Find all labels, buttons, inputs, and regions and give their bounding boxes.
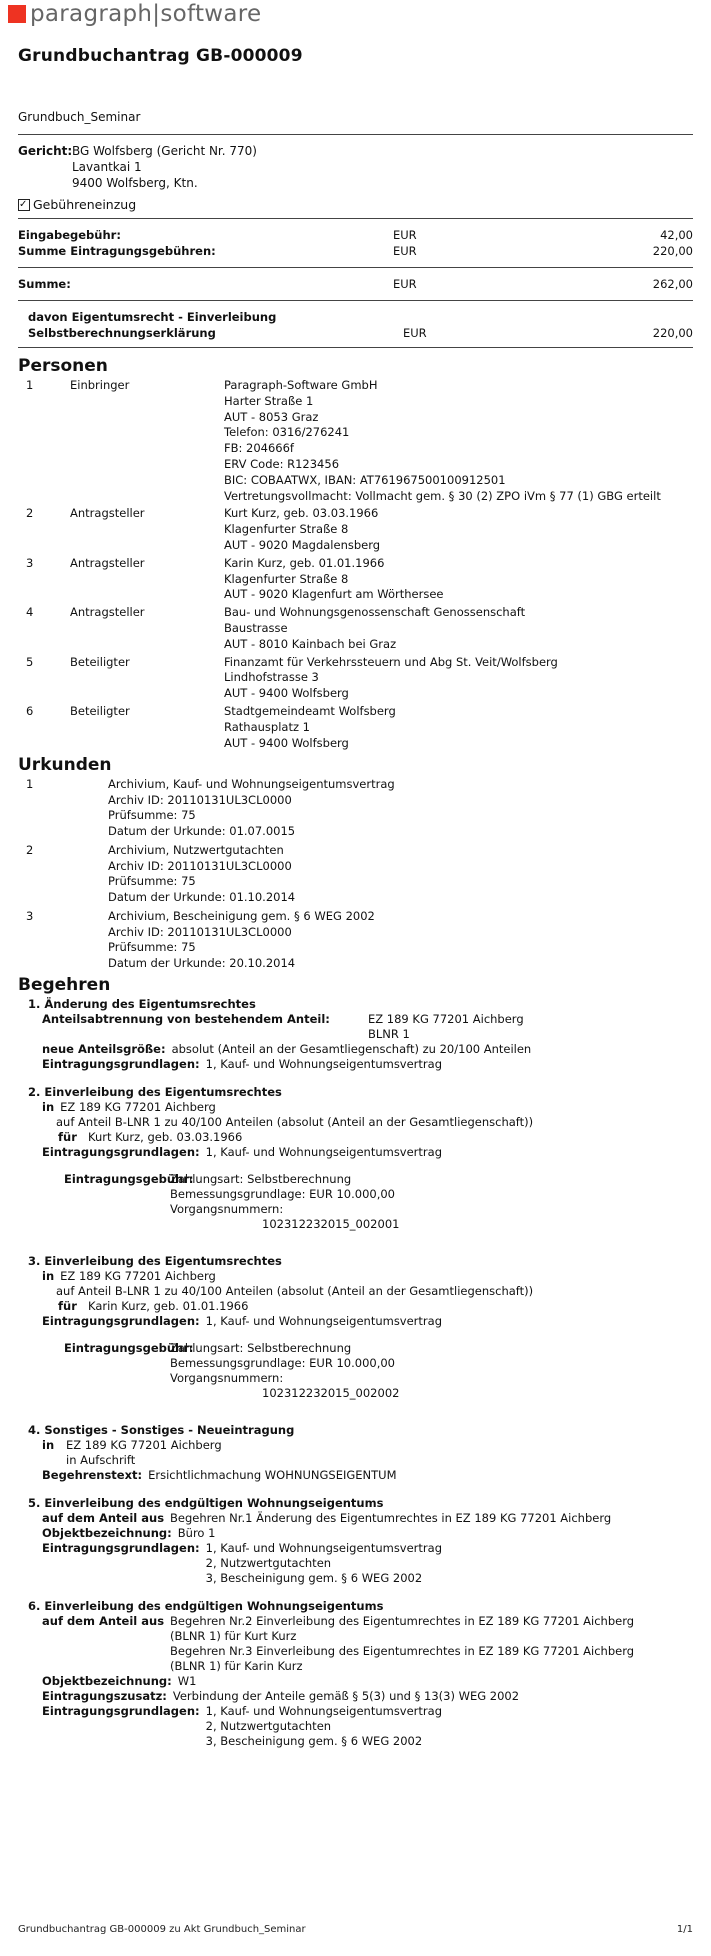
begehren-value: (BLNR 1) für Karin Kurz bbox=[170, 1659, 303, 1674]
fee-row bbox=[18, 227, 693, 243]
person-details bbox=[224, 605, 693, 652]
begehren-row bbox=[28, 1057, 693, 1072]
person-detail-line: Karin Kurz, geb. 01.01.1966 bbox=[224, 555, 385, 570]
person-details bbox=[224, 704, 693, 751]
urkunde-detail-line: Prüfsumme: 75 bbox=[108, 874, 196, 889]
begehren-row bbox=[28, 1130, 693, 1145]
begehren-item bbox=[18, 1496, 693, 1586]
begehren-title: 5. Einverleibung des endgültigen Wohnungseigentums bbox=[28, 1496, 384, 1511]
begehren-value: Kurt Kurz, geb. 03.03.1966 bbox=[88, 1130, 243, 1145]
urkunde-detail-line: Archiv ID: 20110131UL3CL0000 bbox=[108, 792, 292, 807]
personen-heading: Personen bbox=[18, 356, 108, 376]
begehren-title: 3. Einverleibung des Eigentumsrechtes bbox=[28, 1254, 282, 1269]
davon-label: Selbstberechnungserklärung bbox=[28, 326, 216, 340]
begehren-value: Karin Kurz, geb. 01.01.1966 bbox=[88, 1299, 249, 1314]
person-details bbox=[224, 506, 693, 553]
person-details bbox=[224, 655, 693, 702]
begehren-row bbox=[28, 1704, 693, 1749]
begehren-row bbox=[28, 1511, 693, 1526]
urkunde-number: 3 bbox=[26, 909, 34, 924]
begehren-key: Objektbezeichnung: bbox=[42, 1526, 172, 1541]
begehren-key: neue Anteilsgröße: bbox=[42, 1042, 166, 1057]
begehren-value: 1, Kauf- und Wohnungseigentumsvertrag bbox=[205, 1541, 442, 1556]
urkunde-details bbox=[108, 909, 375, 971]
begehren-value: BLNR 1 bbox=[368, 1027, 410, 1042]
begehren-row bbox=[28, 1145, 693, 1160]
logo-text: paragraph|software bbox=[30, 1, 262, 27]
begehren-row bbox=[28, 1269, 693, 1284]
begehren-value: 2, Nutzwertgutachten bbox=[205, 1556, 332, 1571]
urkunde-detail-line: Archivium, Nutzwertgutachten bbox=[108, 843, 284, 858]
begehren-key: in bbox=[42, 1269, 55, 1284]
fee-label: Eingabegebühr: bbox=[18, 228, 121, 242]
begehren-row bbox=[28, 1042, 693, 1057]
begehren-row bbox=[28, 1689, 693, 1704]
vorgangsnummer: 102312232015_002001 bbox=[262, 1217, 400, 1232]
davon-block bbox=[18, 309, 693, 341]
begehren-value: 1, Kauf- und Wohnungseigentumsvertrag bbox=[205, 1314, 442, 1329]
begehren-value: Begehren Nr.2 Einverleibung des Eigentumrechtes in EZ 189 KG 77201 Aichberg bbox=[170, 1614, 635, 1629]
begehren-row bbox=[28, 1614, 693, 1674]
urkunde-details bbox=[108, 777, 395, 839]
person-detail-line: Harter Straße 1 bbox=[224, 393, 314, 408]
begehren-key: Eintragungsgrundlagen: bbox=[42, 1057, 200, 1072]
urkunde-detail-line: Archivium, Bescheinigung gem. § 6 WEG 2002 bbox=[108, 909, 375, 924]
begehren-value: 1, Kauf- und Wohnungseigentumsvertrag bbox=[205, 1057, 442, 1072]
begehren-row bbox=[28, 1468, 693, 1483]
begehren-key: für bbox=[58, 1299, 77, 1314]
gericht-address bbox=[72, 143, 257, 191]
begehren-value: EZ 189 KG 77201 Aichberg bbox=[60, 1269, 216, 1284]
begehren-key: für bbox=[58, 1130, 77, 1145]
begehren-title: 1. Änderung des Eigentumsrechtes bbox=[28, 997, 256, 1012]
gericht-label: Gericht: bbox=[18, 144, 73, 158]
person-row bbox=[18, 378, 693, 504]
begehren-value: 2, Nutzwertgutachten bbox=[205, 1719, 332, 1734]
begehren-key: auf dem Anteil aus bbox=[42, 1511, 165, 1526]
fee-line: Zahlungsart: Selbstberechnung bbox=[170, 1172, 352, 1187]
person-detail-line: AUT - 9020 Klagenfurt am Wörthersee bbox=[224, 587, 444, 602]
fee-currency: EUR bbox=[393, 244, 417, 258]
begehren-row bbox=[28, 1314, 693, 1329]
urkunde-details bbox=[108, 843, 295, 905]
gebuehreneinzug-label: Gebühreneinzug bbox=[33, 197, 137, 212]
begehren-value: W1 bbox=[177, 1674, 197, 1689]
person-role: Beteiligter bbox=[70, 654, 130, 669]
fee-block bbox=[28, 1341, 693, 1401]
begehren-value: EZ 189 KG 77201 Aichberg bbox=[66, 1438, 222, 1453]
begehren-key: Eintragungsgrundlagen: bbox=[42, 1145, 200, 1160]
gericht-line: 9400 Wolfsberg, Ktn. bbox=[72, 176, 198, 190]
person-detail-line: BIC: COBAATWX, IBAN: AT761967500100912501 bbox=[224, 472, 506, 487]
footer-left: Grundbuchantrag GB-000009 zu Akt Grundbuch_Seminar bbox=[18, 1924, 306, 1935]
urkunden-heading: Urkunden bbox=[18, 755, 112, 776]
begehren-key: Objektbezeichnung: bbox=[42, 1674, 172, 1689]
begehren-row bbox=[28, 1012, 693, 1042]
begehren-anteil: auf Anteil B-LNR 1 zu 40/100 Anteilen (absolut (Anteil an der Gesamtliegenschaft)) bbox=[56, 1115, 534, 1130]
begehren-title: 4. Sonstiges - Sonstiges - Neueintragung bbox=[28, 1423, 295, 1438]
begehren-heading: Begehren bbox=[18, 975, 111, 996]
fee-block bbox=[28, 1172, 693, 1232]
begehren-anteil: auf Anteil B-LNR 1 zu 40/100 Anteilen (absolut (Anteil an der Gesamtliegenschaft)) bbox=[56, 1284, 534, 1299]
personen-list bbox=[18, 378, 693, 751]
begehren-key: Eintragungsgrundlagen: bbox=[42, 1541, 200, 1556]
begehren-value: (BLNR 1) für Kurt Kurz bbox=[170, 1629, 297, 1644]
person-detail-line: ERV Code: R123456 bbox=[224, 456, 340, 471]
person-detail-line: AUT - 9400 Wolfsberg bbox=[224, 686, 349, 701]
begehren-key: Anteilsabtrennung von bestehendem Anteil: bbox=[42, 1012, 330, 1027]
divider bbox=[18, 267, 693, 268]
logo bbox=[0, 0, 693, 28]
summe-row bbox=[18, 276, 693, 292]
gebuehreneinzug-row bbox=[18, 197, 693, 212]
person-row bbox=[18, 655, 693, 702]
person-detail-line: AUT - 8053 Graz bbox=[224, 409, 319, 424]
begehren-item bbox=[18, 1085, 693, 1232]
begehren-key: Begehrenstext: bbox=[42, 1468, 143, 1483]
person-detail-line: Klagenfurter Straße 8 bbox=[224, 522, 349, 537]
begehren-value: Ersichtlichmachung WOHNUNGSEIGENTUM bbox=[148, 1468, 397, 1483]
davon-amount: 220,00 bbox=[652, 326, 693, 340]
urkunde-row bbox=[18, 777, 693, 839]
davon-currency: EUR bbox=[403, 326, 427, 340]
begehren-value: Verbindung der Anteile gemäß § 5(3) und § 13(3) WEG 2002 bbox=[172, 1689, 520, 1704]
urkunde-detail-line: Archiv ID: 20110131UL3CL0000 bbox=[108, 858, 292, 873]
person-detail-line: Baustrasse bbox=[224, 620, 288, 635]
urkunde-row bbox=[18, 843, 693, 905]
begehren-item bbox=[18, 997, 693, 1072]
person-detail-line: Klagenfurter Straße 8 bbox=[224, 571, 349, 586]
davon-row-1 bbox=[28, 309, 693, 325]
person-number: 3 bbox=[26, 555, 34, 570]
person-detail-line: AUT - 9020 Magdalensberg bbox=[224, 537, 381, 552]
begehren-value: in Aufschrift bbox=[66, 1453, 136, 1468]
begehren-value: 3, Bescheinigung gem. § 6 WEG 2002 bbox=[205, 1571, 423, 1586]
logo-square-icon bbox=[8, 5, 26, 23]
divider bbox=[18, 218, 693, 219]
urkunde-number: 1 bbox=[26, 777, 34, 792]
fee-key: Eintragungsgebühr: bbox=[64, 1341, 194, 1356]
urkunde-detail-line: Archiv ID: 20110131UL3CL0000 bbox=[108, 924, 292, 939]
fee-currency: EUR bbox=[393, 228, 417, 242]
person-number: 2 bbox=[26, 506, 34, 521]
begehren-item bbox=[18, 1423, 693, 1483]
begehren-row bbox=[28, 1100, 693, 1115]
begehren-key: Eintragungszusatz: bbox=[42, 1689, 167, 1704]
person-number: 4 bbox=[26, 605, 34, 620]
person-row bbox=[18, 506, 693, 553]
fee-key: Eintragungsgebühr: bbox=[64, 1172, 194, 1187]
person-detail-line: Rathausplatz 1 bbox=[224, 719, 310, 734]
begehren-key: Eintragungsgrundlagen: bbox=[42, 1704, 200, 1719]
urkunde-detail-line: Datum der Urkunde: 01.07.0015 bbox=[108, 823, 296, 838]
person-row bbox=[18, 556, 693, 603]
begehren-value: 3, Bescheinigung gem. § 6 WEG 2002 bbox=[205, 1734, 423, 1749]
urkunde-detail-line: Archivium, Kauf- und Wohnungseigentumsvertrag bbox=[108, 777, 395, 792]
davon-label: davon Eigentumsrecht - Einverleibung bbox=[28, 310, 277, 324]
person-role: Antragsteller bbox=[70, 506, 145, 521]
gericht-block bbox=[18, 143, 693, 191]
begehren-value: EZ 189 KG 77201 Aichberg bbox=[368, 1012, 524, 1027]
urkunde-detail-line: Datum der Urkunde: 01.10.2014 bbox=[108, 889, 296, 904]
person-detail-line: AUT - 8010 Kainbach bei Graz bbox=[224, 636, 397, 651]
fee-line: Vorgangsnummern: bbox=[170, 1371, 284, 1386]
page-title: Grundbuchantrag GB-000009 bbox=[18, 46, 303, 66]
fee-amount: 220,00 bbox=[652, 244, 693, 258]
begehren-value: 1, Kauf- und Wohnungseigentumsvertrag bbox=[205, 1704, 442, 1719]
fee-row bbox=[18, 243, 693, 259]
person-detail-line: Telefon: 0316/276241 bbox=[224, 425, 350, 440]
begehren-value: Büro 1 bbox=[177, 1526, 216, 1541]
gericht-line: Lavantkai 1 bbox=[72, 160, 142, 174]
begehren-key: auf dem Anteil aus bbox=[42, 1614, 165, 1629]
begehren-value: Begehren Nr.1 Änderung des Eigentumrechtes in EZ 189 KG 77201 Aichberg bbox=[170, 1511, 612, 1526]
begehren-value: absolut (Anteil an der Gesamtliegenschaft) zu 20/100 Anteilen bbox=[171, 1042, 532, 1057]
person-number: 5 bbox=[26, 654, 34, 669]
begehren-key: in bbox=[42, 1100, 55, 1115]
person-detail-line: AUT - 9400 Wolfsberg bbox=[224, 735, 349, 750]
davon-row-2 bbox=[28, 325, 693, 341]
begehren-title: 6. Einverleibung des endgültigen Wohnungseigentums bbox=[28, 1599, 384, 1614]
begehren-title: 2. Einverleibung des Eigentumsrechtes bbox=[28, 1085, 282, 1100]
fees-block bbox=[18, 227, 693, 259]
person-details bbox=[224, 556, 693, 603]
person-detail-line: Bau- und Wohnungsgenossenschaft Genossenschaft bbox=[224, 605, 526, 620]
fee-line: Zahlungsart: Selbstberechnung bbox=[170, 1341, 352, 1356]
checkmark-icon[interactable] bbox=[18, 199, 30, 211]
begehren-row bbox=[28, 1438, 693, 1468]
begehren-row bbox=[28, 1541, 693, 1586]
person-role: Antragsteller bbox=[70, 555, 145, 570]
person-number: 1 bbox=[26, 378, 34, 392]
fee-amount: 42,00 bbox=[660, 228, 693, 242]
urkunde-detail-line: Prüfsumme: 75 bbox=[108, 940, 196, 955]
divider bbox=[18, 134, 693, 135]
begehren-key: in bbox=[42, 1438, 55, 1453]
fee-line: Bemessungsgrundlage: EUR 10.000,00 bbox=[170, 1356, 396, 1371]
urkunde-detail-line: Datum der Urkunde: 20.10.2014 bbox=[108, 955, 296, 970]
summe-amount: 262,00 bbox=[652, 277, 693, 291]
urkunde-number: 2 bbox=[26, 843, 34, 858]
vorgangsnummer: 102312232015_002002 bbox=[262, 1386, 400, 1401]
footer-page-number: 1/1 bbox=[676, 1924, 693, 1935]
fee-label: Summe Eintragungsgebühren: bbox=[18, 244, 216, 258]
urkunden-list bbox=[18, 777, 693, 971]
summe-currency: EUR bbox=[393, 277, 417, 291]
divider bbox=[18, 300, 693, 301]
begehren-item bbox=[18, 1254, 693, 1401]
begehren-value: Begehren Nr.3 Einverleibung des Eigentumrechtes in EZ 189 KG 77201 Aichberg bbox=[170, 1644, 635, 1659]
summe-label: Summe: bbox=[18, 277, 71, 291]
begehren-item bbox=[18, 1599, 693, 1749]
urkunde-row bbox=[18, 909, 693, 971]
begehren-key: Eintragungsgrundlagen: bbox=[42, 1314, 200, 1329]
begehren-value: 1, Kauf- und Wohnungseigentumsvertrag bbox=[205, 1145, 442, 1160]
person-details bbox=[224, 378, 693, 504]
divider bbox=[18, 347, 693, 348]
person-role: Antragsteller bbox=[70, 605, 145, 620]
begehren-row bbox=[28, 1299, 693, 1314]
person-detail-line: FB: 204666f bbox=[224, 441, 294, 456]
seminar-label: Grundbuch_Seminar bbox=[18, 110, 141, 124]
fee-line: Bemessungsgrundlage: EUR 10.000,00 bbox=[170, 1187, 396, 1202]
person-detail-line: Lindhofstrasse 3 bbox=[224, 670, 319, 685]
fee-line: Vorgangsnummern: bbox=[170, 1202, 284, 1217]
person-detail-line: Paragraph-Software GmbH bbox=[224, 378, 378, 392]
person-role: Beteiligter bbox=[70, 703, 130, 718]
person-detail-line: Kurt Kurz, geb. 03.03.1966 bbox=[224, 506, 379, 521]
person-role: Einbringer bbox=[70, 378, 130, 392]
begehren-row bbox=[28, 1526, 693, 1541]
page-footer bbox=[18, 1924, 693, 1935]
person-number: 6 bbox=[26, 703, 34, 718]
begehren-row bbox=[28, 1674, 693, 1689]
urkunde-detail-line: Prüfsumme: 75 bbox=[108, 808, 196, 823]
person-row bbox=[18, 605, 693, 652]
person-detail-line: Finanzamt für Verkehrssteuern und Abg St. Veit/Wolfsberg bbox=[224, 654, 558, 669]
person-detail-line: Vertretungsvollmacht: Vollmacht gem. § 30 (2) ZPO iVm § 77 (1) GBG erteilt bbox=[224, 488, 661, 503]
gericht-line: BG Wolfsberg (Gericht Nr. 770) bbox=[72, 144, 257, 158]
person-row bbox=[18, 704, 693, 751]
person-detail-line: Stadtgemeindeamt Wolfsberg bbox=[224, 703, 396, 718]
begehren-value: EZ 189 KG 77201 Aichberg bbox=[60, 1100, 216, 1115]
